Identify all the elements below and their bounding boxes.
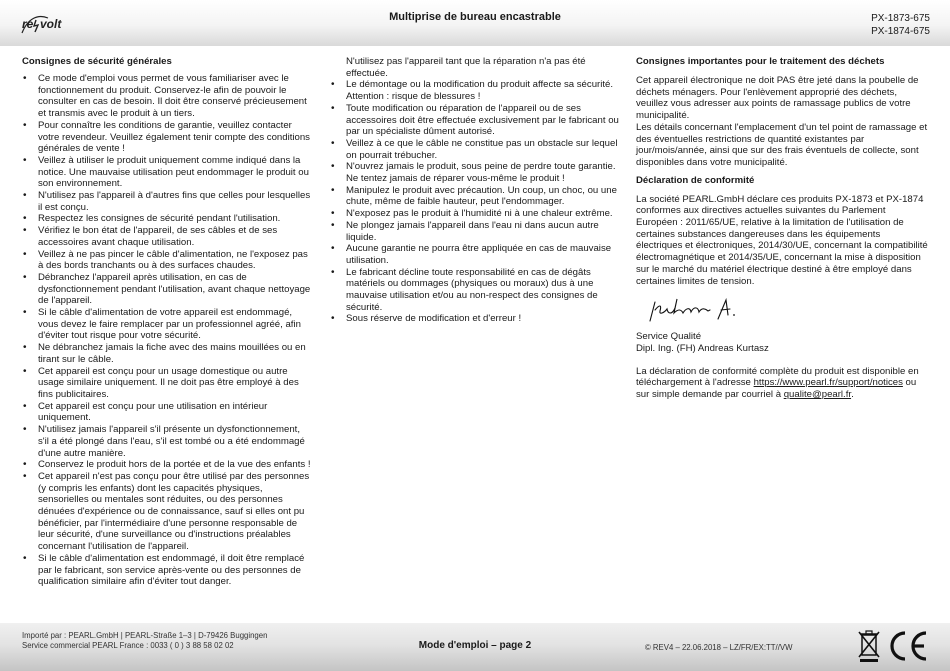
section-heading: Consignes de sécurité générales [22, 56, 172, 67]
product-reference: PX-1873-675 [871, 13, 930, 24]
list-item: • Veillez à ne pas pincer le câble d'alimentation, ne l'exposez pas à des bords tranchants ou à des surfaces chaudes. [22, 249, 312, 272]
weee-crossed-bin-icon [858, 629, 880, 663]
list-item: • N'utilisez pas l'appareil à d'autres fins que celles pour lesquelles il est conçu. [22, 190, 312, 213]
list-item: • Ne plongez jamais l'appareil dans l'eau ni dans aucun autre liquide. [330, 220, 620, 243]
download-paragraph [636, 366, 928, 401]
list-item: • Le fabricant décline toute responsabilité en cas de dégâts matériels ou dommages (physiques ou moraux) dus à une mauvaise utilisation et/ou au non-respect des consignes de sécurité. [330, 267, 620, 314]
revision-info: © REV4 – 22.06.2018 – LZ/FR/EX:TT//VW [645, 643, 793, 652]
list-item: • N'exposez pas le produit à l'humidité ni à une chaleur extrême. [330, 208, 620, 220]
safety-list [22, 73, 312, 588]
disposal-paragraph: Les détails concernant l'emplacement d'un tel point de ramassage et des éventuelles restrictions de quantité existantes par jour/mois/année, ainsi que sur des frais éventuels de collecte, sont disponibles dans votre municipalité. [636, 121, 928, 168]
product-references [871, 13, 930, 38]
page-label: Mode d'emploi – page 2 [418, 640, 532, 651]
importer-address: Importé par : PEARL.GmbH | PEARL-Straße 1–3 | D-79426 Buggingen [22, 631, 268, 640]
end-period: . [851, 389, 854, 401]
list-item: • N'utilisez jamais l'appareil s'il présente un dysfonctionnement, s'il a été plongé dans l'eau, s'il est tombé ou a été endommagé d'une autre manière. [22, 424, 312, 459]
list-item: • Veillez à utiliser le produit uniquement comme indiqué dans la notice. Une mauvaise utilisation peut endommager le produit ou son environnement. [22, 155, 312, 190]
disposal-paragraph: Cet appareil électronique ne doit PAS être jeté dans la poubelle de déchets ménagers. Pour l'enlèvement approprié des déchets, veuillez vous adresser aux points de ramassage publics de votre municipalité. [636, 75, 919, 122]
quality-service: Service Qualité [636, 331, 702, 343]
column-disposal-conformity [636, 56, 928, 401]
list-item: • Manipulez le produit avec précaution. Un coup, un choc, ou une chute, même de faible hauteur, peut l'endommager. [330, 185, 620, 208]
list-item: • Veillez à ce que le câble ne constitue pas un obstacle sur lequel on pourrait trébucher. [330, 138, 620, 161]
signature [646, 295, 756, 325]
list-item: • N'ouvrez jamais le produit, sous peine de perdre toute garantie. Ne tentez jamais de réparer vous-même le produit ! [330, 161, 620, 184]
section-heading-disposal: Consignes importantes pour le traitement des déchets [636, 56, 885, 67]
download-text: La déclaration de conformité complète du produit est disponible en téléchargement à l'adresse [636, 365, 919, 389]
email-link[interactable]: qualite@pearl.fr [783, 389, 852, 401]
conformity-paragraph: La société PEARL.GmbH déclare ces produits PX-1873 et PX-1874 conformes aux directives actuelles suivantes du Parlement Européen : 2011/65/UE, relative à la limitation de l'utilisation de certaines substances dangereuses dans les équipements électriques et électroniques, 2014/30/UE, concernant la compatibilité électromagnétique et 2014/35/UE, concernant la mise à disposition sur le marché du matériel électrique destiné à être employé dans certaines limites de tension. [636, 193, 928, 287]
list-item: • Le démontage ou la modification du produit affecte sa sécurité. Attention : risque de blessures ! [330, 79, 620, 102]
list-item: • Toute modification ou réparation de l'appareil ou de ses accessoires doit être effectuée exclusivement par le fabricant ou par un spécialiste dûment autorisé. [330, 103, 620, 138]
list-item: • Conservez le produit hors de la portée et de la vue des enfants ! [22, 459, 312, 471]
service-phone: Service commercial PEARL France : 0033 ( 0 ) 3 88 58 02 02 [22, 641, 234, 650]
list-item: • Vérifiez le bon état de l'appareil, de ses câbles et de ses accessoires avant chaque utilisation. [22, 225, 312, 248]
list-item: • Si le câble d'alimentation de votre appareil est endommagé, vous devez le faire remplacer par un professionnel agréé, afin d'éviter tout risque pour votre sécurité. [22, 307, 312, 342]
column-safety-continued [330, 56, 620, 325]
list-item-continuation: N'utilisez pas l'appareil tant que la réparation n'a pas été effectuée. [346, 56, 586, 79]
document-title: Multiprise de bureau encastrable [389, 11, 561, 23]
list-item: • Cet appareil est conçu pour un usage domestique ou autre usage similaire uniquement. Il ne doit pas être employé à des fins publicitaires. [22, 366, 312, 401]
ce-mark-icon [886, 630, 930, 662]
list-item: • Aucune garantie ne pourra être appliquée en cas de mauvaise utilisation. [330, 243, 620, 266]
list-item: • Respectez les consignes de sécurité pendant l'utilisation. [22, 213, 312, 225]
notices-link[interactable]: https://www.pearl.fr/support/notices [753, 377, 903, 389]
signatory-name: Dipl. Ing. (FH) Andreas Kurtasz [636, 342, 769, 354]
column-safety [22, 56, 312, 588]
product-reference: PX-1874-675 [871, 25, 930, 37]
list-item: • Ne débranchez jamais la fiche avec des mains mouillées ou en tirant sur le câble. [22, 342, 312, 365]
safety-list-continued [330, 56, 620, 325]
list-item: • Pour connaître les conditions de garantie, veuillez contacter votre revendeur. Veuillez également tenir compte des conditions générales de vente ! [22, 120, 312, 155]
svg-text:volt: volt [40, 17, 62, 31]
list-item: • Sous réserve de modification et d'erreur ! [330, 313, 620, 325]
list-item: • Cet appareil n'est pas conçu pour être utilisé par des personnes (y compris les enfants) dont les capacités physiques, sensorielles ou mentales sont réduites, ou des personnes dénuées d'expérience ou de connaissance, sauf si elles ont pu bénéficier, par l'intermédiaire d'une personne responsable de leur sécurité, d'une surveillance ou d'instructions préalables concernant l'utilisation de l'appareil. [22, 471, 312, 553]
section-heading-conformity: Déclaration de conformité [636, 174, 755, 186]
list-item: • Cet appareil est conçu pour une utilisation en intérieur uniquement. [22, 401, 312, 424]
svg-text:re: re [22, 17, 34, 31]
list-item: • Débranchez l'appareil après utilisation, en cas de dysfonctionnement pendant l'utilisation, avant chaque nettoyage de l'appareil. [22, 272, 312, 307]
list-item: • Ce mode d'emploi vous permet de vous familiariser avec le fonctionnement du produit. Conservez-le afin de pouvoir le consulter en cas de besoin. Il doit être conservé précieusement et transmis avec le produit à un tiers. [22, 73, 312, 120]
or-text: ou sur simple demande par courriel à [636, 377, 917, 401]
list-item: • Si le câble d'alimentation est endommagé, il doit être remplacé par le fabricant, son service après-vente ou des personnes de qualification similaire afin d'éviter tout danger. [22, 553, 312, 588]
certification-marks [858, 628, 930, 664]
